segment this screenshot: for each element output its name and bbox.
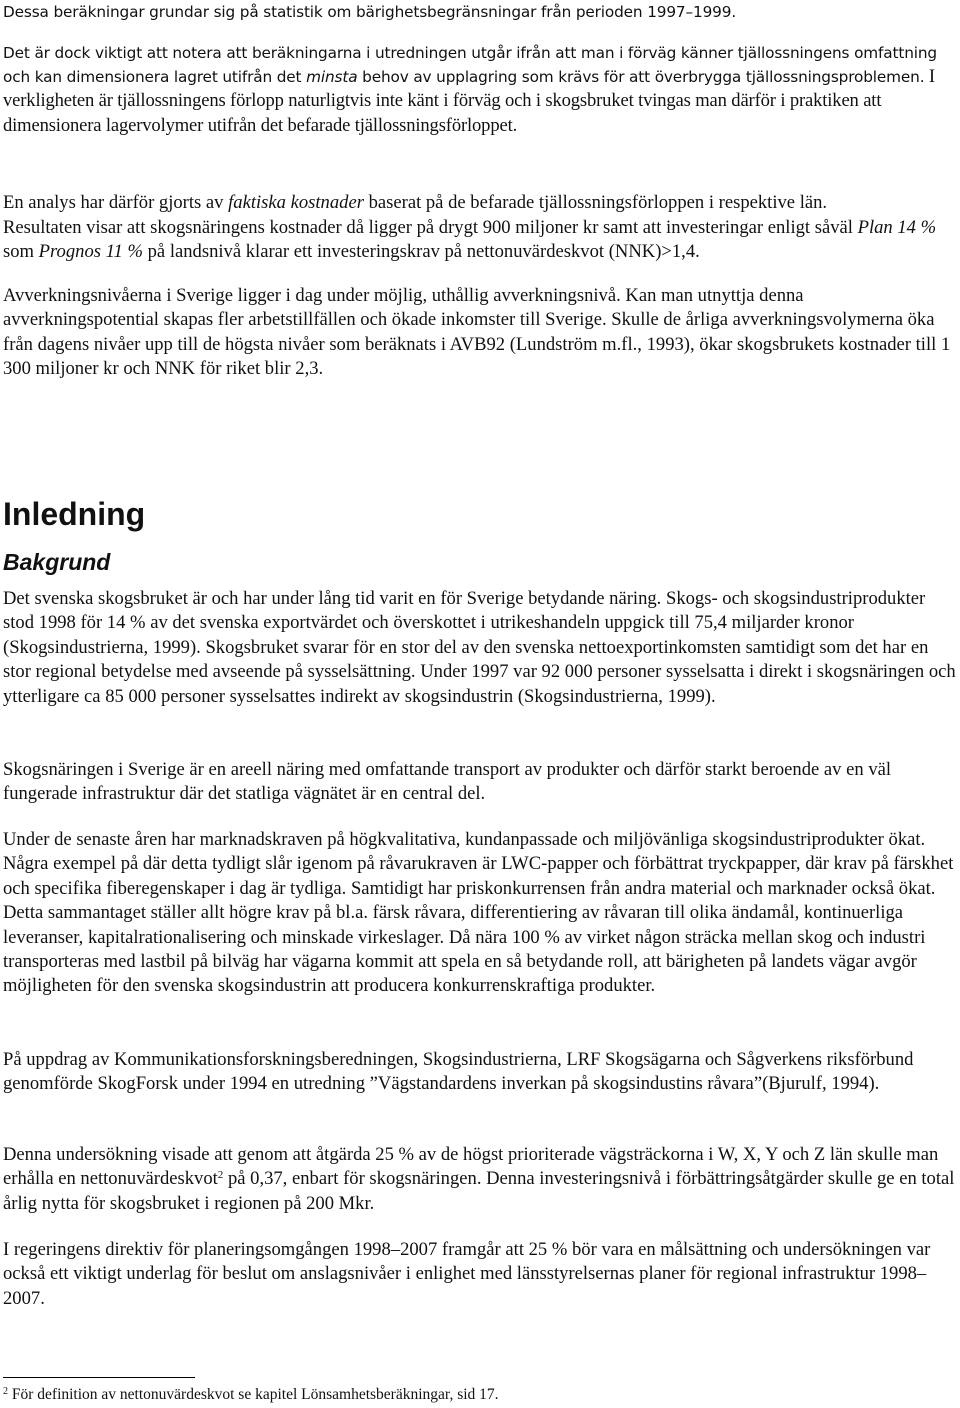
paragraph-text: På uppdrag av Kommunikationsforskningsberedningen, Skogsindustrierna, LRF Skogsägarna och Sågverkens riksförbund genomförde SkogForsk under 1994 en utredning ”Vägstandardens inverkan på skogsindustins råvara”(Bjurulf, 1994). bbox=[3, 1049, 914, 1095]
paragraph-text: som bbox=[3, 241, 39, 263]
paragraph-text: baserat på de befarade tjällossningsförloppen i respektive län. bbox=[363, 192, 828, 213]
paragraph-harvest-levels bbox=[3, 284, 957, 382]
heading-bakgrund: Bakgrund bbox=[3, 549, 111, 575]
emphasis-prognos: Prognos 11 % bbox=[38, 241, 143, 263]
paragraph-skogforsk-study bbox=[3, 1048, 957, 1097]
footnote-marker: 2 bbox=[3, 1386, 8, 1397]
paragraph-calculation-assumption bbox=[3, 41, 957, 138]
paragraph-text: Denna undersökning visade att genom att åtgärda 25 % av de högst prioriterade vägsträckorna i W, X, Y och Z län skulle man erhålla en nettonuvärdeskvot bbox=[3, 1144, 939, 1190]
paragraph-results bbox=[3, 216, 957, 265]
footnote-reference[interactable]: 2 bbox=[217, 1169, 224, 1182]
paragraph-text: En analys har därför gjorts av bbox=[3, 192, 229, 213]
paragraph-statistics-period bbox=[3, 0, 957, 24]
paragraph-text: Dessa beräkningar grundar sig på statistik om bärighetsbegränsningar från perioden 1997–1999. bbox=[3, 3, 737, 21]
emphasis-plan: Plan 14 % bbox=[857, 217, 937, 238]
paragraph-infrastructure bbox=[3, 758, 957, 807]
paragraph-text: på landsnivå klarar ett investeringskrav på nettonuvärdeskvot (NNK)>1,4. bbox=[142, 241, 700, 263]
emphasis-faktiska-kostnader: faktiska kostnader bbox=[228, 192, 364, 213]
paragraph-text: Det svenska skogsbruket är och har under lång tid varit en för Sverige betydande näring. Skogs- och skogsindustriprodukter stod 1998 för 14 % av det svenska exportvärdet och överskottet i utrikeshandeln uppgick till 75,4 miljarder kronor (Skogsindustrierna, 1999). Skogsbruket svarar för en stor del av den svenska nettoexportinkomsten samtidigt som det har en stor regional betydelse med avseende på sysselsättning. Under 1997 var 92 000 personer sysselsatta i direkt i skogsnäringen och ytterligare ca 85 000 personer sysselsattes indirekt av skogsindustrin (Skogsindustrierna, 1999). bbox=[3, 588, 956, 707]
footnote-text: För definition av nettonuvärdeskvot se kapitel Lönsamhetsberäkningar, sid 17. bbox=[8, 1386, 499, 1403]
footnote-separator bbox=[3, 1377, 195, 1378]
paragraph-text-serif: I verkligheten är tjällossningens förlopp naturligtvis inte känt i förväg och i skogsbruket tvingas man därför i praktiken att dimensionera lagervolymer utifrån det befarade tjällossningsförloppet. bbox=[3, 66, 935, 136]
heading-inledning: Inledning bbox=[3, 496, 146, 532]
paragraph-text: I regeringens direktiv för planeringsomgången 1998–2007 framgår att 25 % bör vara en målsättning och undersökningen var också ett viktigt underlag för beslut om anslagsnivåer i enlighet med länsstyrelsernas planer för regional infrastruktur 1998–2007. bbox=[3, 1239, 931, 1309]
paragraph-market-demands bbox=[3, 828, 957, 999]
paragraph-forestry-significance bbox=[3, 587, 957, 709]
paragraph-text: Under de senaste åren har marknadskraven på högkvalitativa, kundanpassade och miljövänliga skogsindustriprodukter ökat. Några exempel på där detta tydligt slår igenom på råvarukraven är LWC-papper och förbättrat tryckpapper, där krav på färskhet och specifika fiberegenskaper i dag är tydliga. Samtidigt har priskonkurrensen från andra material och marknader också ökat. Detta sammantaget ställer allt högre krav på bl.a. färsk råvara, differentiering av råvaran till olika ändamål, kontinuerliga leveranser, kapitalrationalisering och minskade virkeslager. Då nära 100 % av virket någon sträcka mellan skog och industri transporteras med lastbil på bilväg har vägarna kommit att spela en så betydande roll, att bärigheten på landets vägar avgör möjligheten för den svenska skogsindustrin att producera konkurrenskraftiga produkter. bbox=[3, 829, 954, 997]
paragraph-text: Skogsnäringen i Sverige är en areell näring med omfattande transport av produkter och därför starkt beroende av en väl fungerade infrastruktur där det statliga vägnätet är en central del. bbox=[3, 759, 892, 805]
paragraph-study-results bbox=[3, 1143, 957, 1216]
paragraph-text: Det är dock viktigt att notera att beräkningarna i utredningen utgår ifrån att man i förväg känner tjällossningens omfattning och kan dimensionera lagret utifrån det bbox=[3, 44, 937, 86]
paragraph-text: på 0,37, enbart för skogsnäringen. Denna investeringsnivå i förbättringsåtgärder skulle ge en total årlig nytta för skogsbruket i regionen på 200 Mkr. bbox=[3, 1168, 955, 1214]
paragraph-text: Avverkningsnivåerna i Sverige ligger i dag under möjlig, uthållig avverkningsnivå. Kan man utnyttja denna avverkningspotential skapas fler arbetstillfällen och ökade inkomster till Sverige. Skulle de årliga avverkningsvolymerna öka från dagens nivåer upp till de högsta nivåer som beräknats i AVB92 (Lundström m.fl., 1993), ökar skogsbrukets kostnader till 1 300 miljoner kr och NNK för riket blir 2,3. bbox=[3, 285, 951, 380]
emphasis-minsta: minsta bbox=[306, 68, 358, 86]
paragraph-text: behov av upplagring som krävs för att överbrygga tjällossningsproblemen. bbox=[357, 68, 925, 86]
paragraph-analysis bbox=[3, 191, 957, 215]
paragraph-text: Resultaten visar att skogsnäringens kostnader då ligger på drygt 900 miljoner kr samt att investeringar enligt såväl bbox=[3, 217, 858, 238]
paragraph-government-directive bbox=[3, 1238, 957, 1311]
footnote bbox=[3, 1385, 957, 1405]
